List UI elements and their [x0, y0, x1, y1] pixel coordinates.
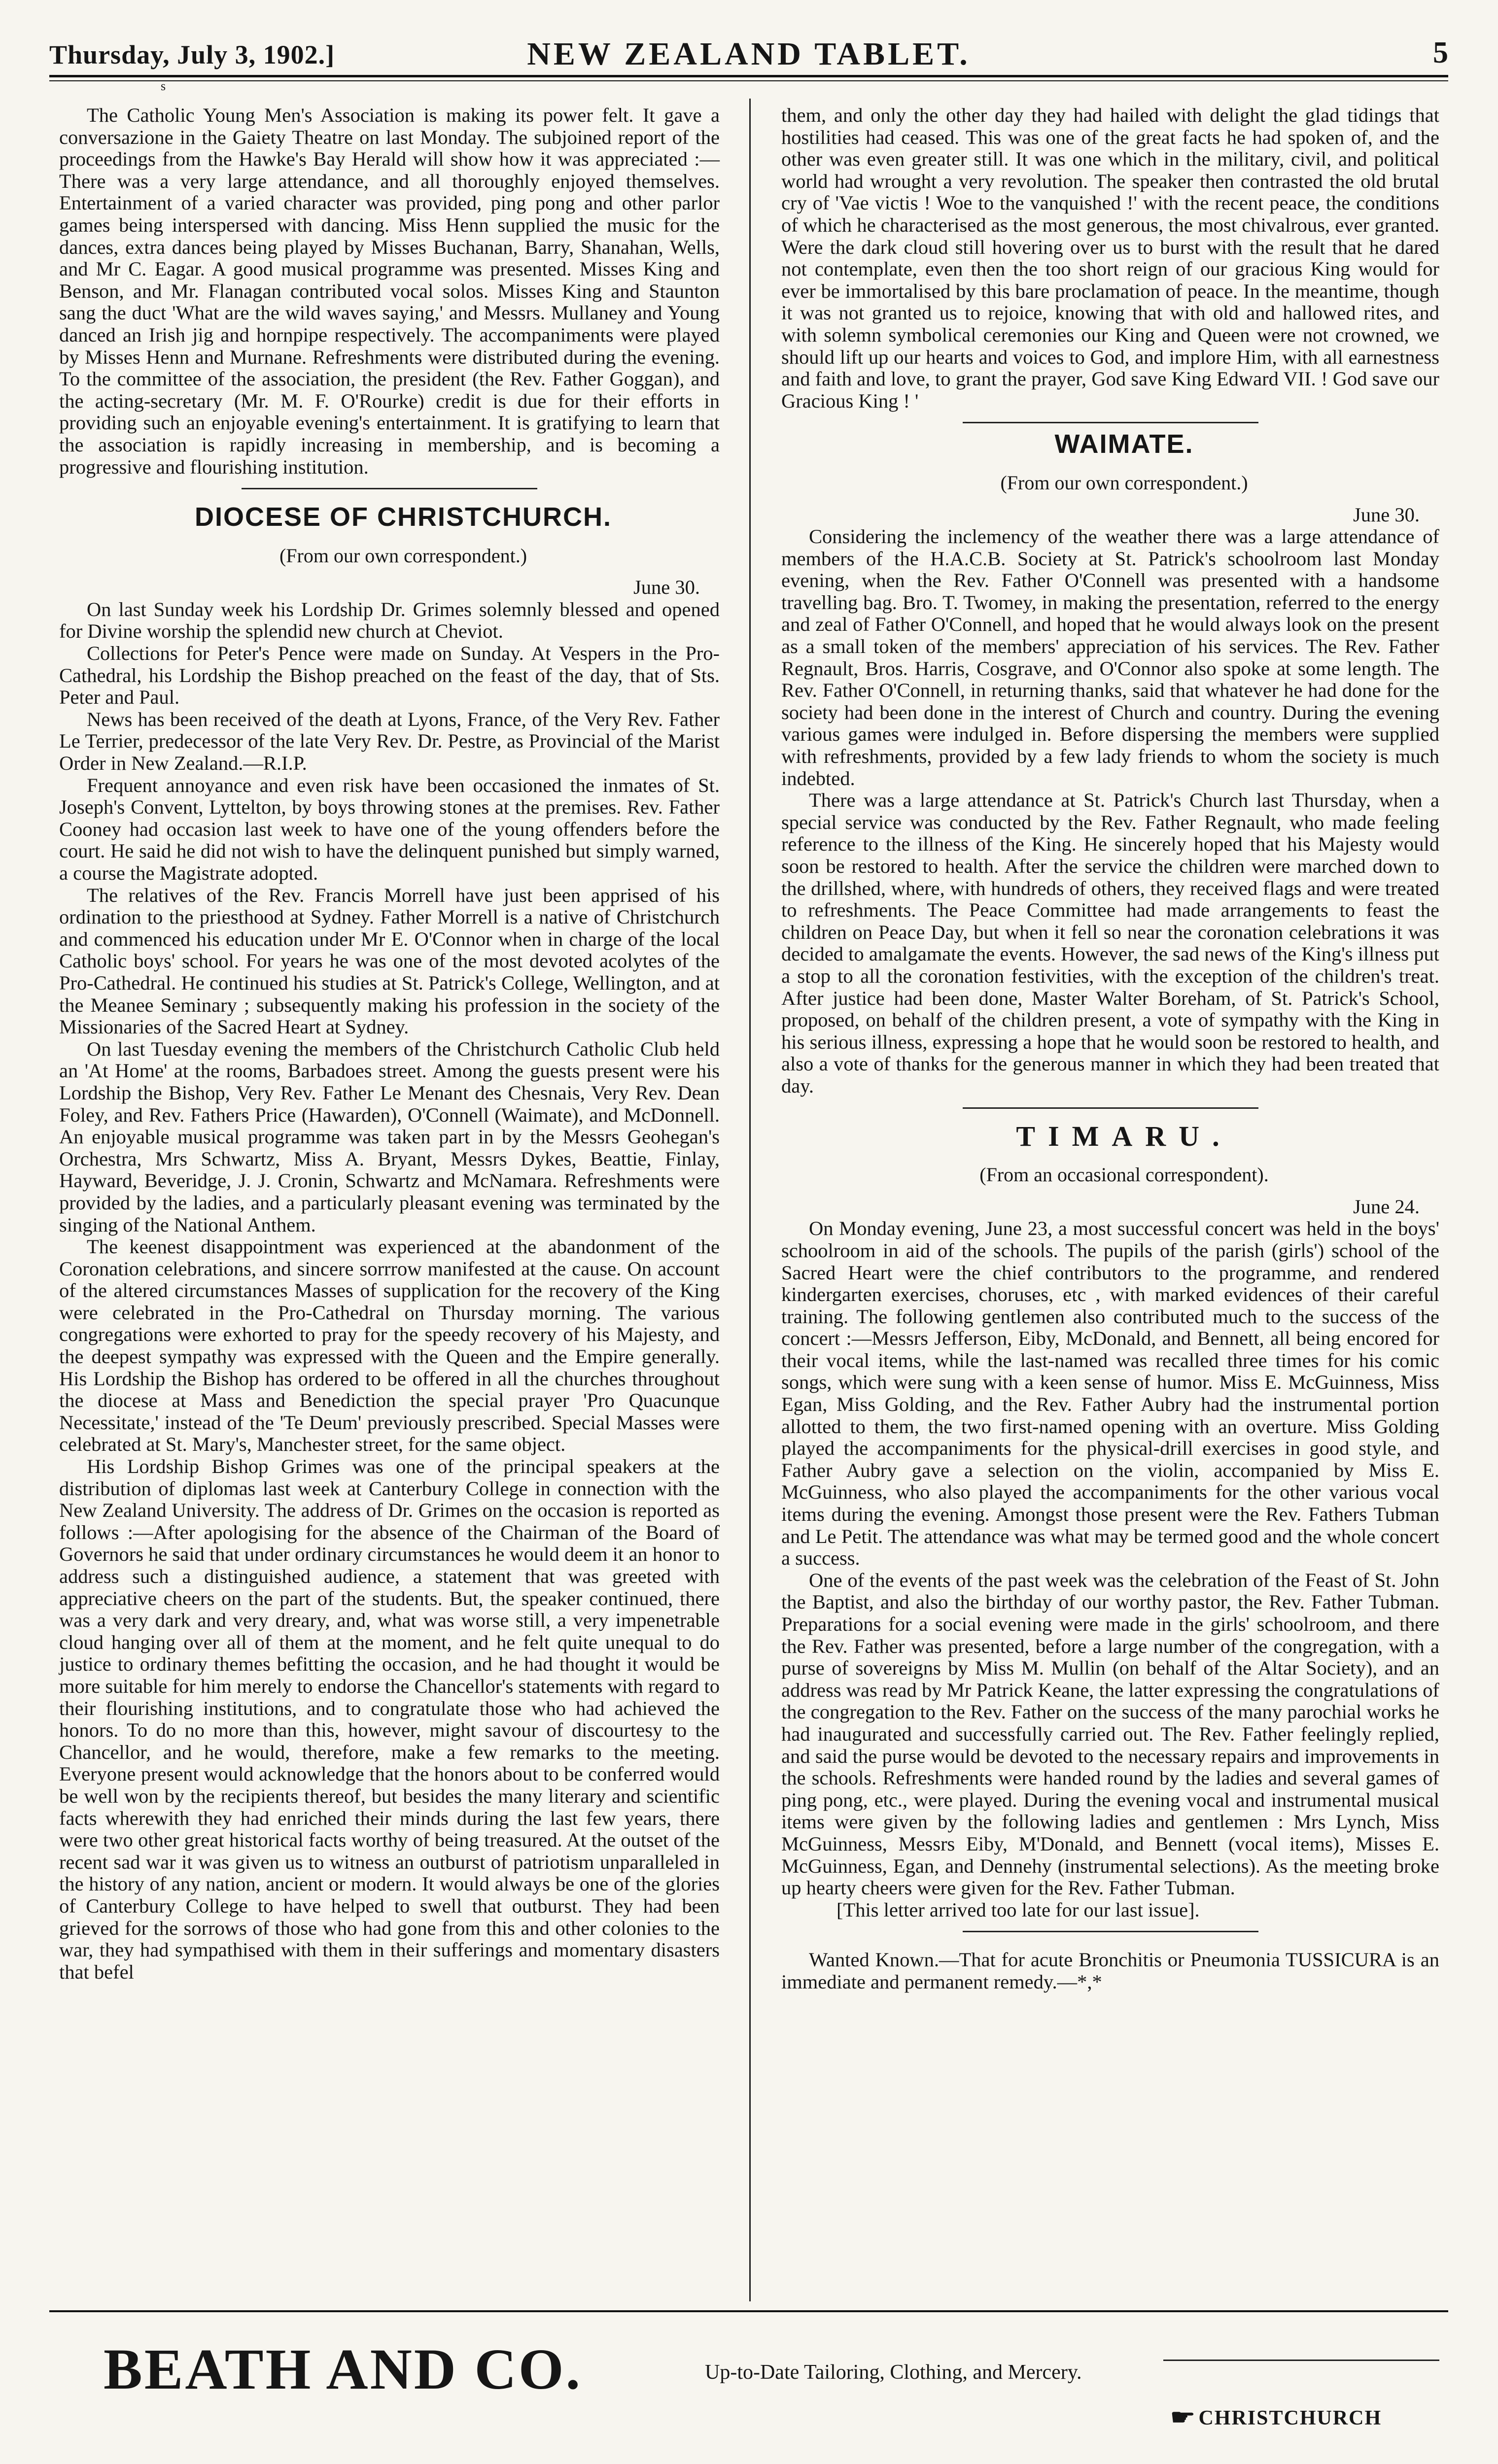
waimate-dateline: June 30. — [1353, 503, 1420, 526]
newspaper-title: NEW ZEALAND TABLET. — [527, 36, 971, 72]
waimate-paragraph: There was a large attendance at St. Patrick's Church last Thursday, when a special service was conducted by the Rev. Father Regnault, who made feeling reference to the illness of the King. He sincerely hoped that his Majesty would soon be restored to health. After the service the children were marched down to the drillshed, where, with hundreds of others, they received flags and were treated to refreshments. The Peace Committee had made arrangements to feast the children on Peace Day, but when it fell so near the coronation celebrations it was decided to amalgamate the events. However, the sad news of the King's illness put a stop to all the coronation festivities, with the exception of the children's treat. After justice had been done, Master Walter Boreham, of St. Patrick's School, proposed, on behalf of the children present, a vote of sympathy with the King in his serious illness, expressing a hope that he would soon be restored to health, and also a vote of thanks for the generous manner in which they had been treated that day. — [781, 789, 1439, 1097]
waimate-byline: (From our own correspondent.) — [1000, 471, 1248, 494]
masthead-mark: s — [161, 79, 166, 93]
christchurch-paragraph: On last Tuesday evening the members of the Christchurch Catholic Club held an 'At Home' at the rooms, Barbadoes street. Among the guests present were his Lordship the Bishop, Very Rev. Father Le Menant des Chesnais, Very Rev. Dean Foley, and Rev. Fathers Price (Hawarden), O'Connell (Waimate), and McDonnell. An enjoyable musical programme was taken part in by the Messrs Geohegan's Orchestra, Mrs Schwartz, Miss A. Bryant, Messrs Dykes, Beattie, Finlay, Hayward, Beveridge, J. J. Cronin, Schwartz and McNamara. Refreshments were provided by the ladies, and a particularly pleasant evening was terminated by the singing of the National Anthem. — [59, 1037, 720, 1236]
editor-note: [This letter arrived too late for our last issue]. — [836, 1898, 1200, 1921]
waimate-paragraph: Considering the inclemency of the weather there was a large attendance of members of the H.A.C.B. Society at St. Patrick's schoolroom last Monday evening, when the Rev. Father O'Connell was presented with a handsome travelling bag. Bro. T. Twomey, in making the presentation, referred to the energy and zeal of Father O'Connell, and hoped that he would always look on the present as a small token of the members' appreciation of his services. The Rev. Father Regnault, Bros. Harris, Cosgrave, and O'Connor also spoke at some length. The Rev. Father O'Connell, in returning thanks, said that whatever he had done for the society had been done in the interest of Church and country. During the evening various games were indulged in. Before dispersing the members were supplied with refreshments, provided by a few lady friends to whom the society is much indebted. — [781, 525, 1439, 789]
masthead-rule — [49, 75, 1448, 81]
right-column — [781, 104, 1439, 2189]
speech-continuation: them, and only the other day they had hailed with delight the glad tidings that hostilities had ceased. This was one of the great facts he had spoken of, and the other was even greater still. It was one which in the military, civil, and political world had wrought a very revolution. The speaker then contrasted the old brutal cry of 'Vae victis ! Woe to the vanquished !' with the recent peace, the conditions of which he characterised as the most generous, the most chivalrous, ever granted. Were the dark cloud still hovering over us to burst with the result that he dared not contemplate, even then the too short reign of our gracious King would for ever be immortalised by this bare proclamation of peace. In the meantime, though it was not granted us to rejoice, knowing that with old and hallowed rites, and with solemn symbolical ceremonies our King and Queen were not crowned, we should lift up our hearts and voices to God, and implore Him, with all earnestness and faith and love, to grant the prayer, God save King Edward VII. ! God save our Gracious King ! ' — [781, 104, 1439, 412]
christchurch-paragraph: The relatives of the Rev. Francis Morrell have just been apprised of his ordination to the priesthood at Sydney. Father Morrell is a native of Christchurch and commenced his education under Mr E. O'Connor when in charge of the local Catholic boys' school. For years he was one of the most devoted acolytes of the Pro-Cathedral. He continued his studies at St. Patrick's College, Wellington, and at the Meanee Seminary ; subsequently making his profession in the society of the Missionaries of the Sacred Heart at Sydney. — [59, 884, 720, 1038]
christchurch-paragraph: Frequent annoyance and even risk have been occasioned the inmates of St. Joseph's Convent, Lyttelton, by boys throwing stones at the premises. Rev. Father Cooney had occasion last week to have one of the young offenders before the court. He said he did not wish to have the delinquent punished but simply warned, a course the Magistrate adopted. — [59, 774, 720, 884]
christchurch-dateline: June 30. — [633, 576, 700, 599]
tussicura-advert: Wanted Known.—That for acute Bronchitis or Pneumonia TUSSICURA is an immediate and permanent remedy.—*,* — [781, 1949, 1439, 1993]
beath-location — [1170, 2405, 1382, 2430]
footer-rule — [49, 2310, 1448, 2312]
timaru-byline: (From an occasional correspondent). — [979, 1164, 1269, 1186]
christchurch-paragraph: Collections for Peter's Pence were made on Sunday. At Vespers in the Pro-Cathedral, his Lordship the Bishop preached on the feast of the day, that of Sts. Peter and Paul. — [59, 642, 720, 709]
timaru-dateline: June 24. — [1353, 1195, 1420, 1218]
masthead — [49, 25, 1448, 74]
christchurch-paragraph: His Lordship Bishop Grimes was one of the principal speakers at the distribution of diplomas last week at Canterbury College in connection with the New Zealand University. The address of Dr. Grimes on the occasion is reported as follows :—After apologising for the absence of the Chairman of the Board of Governors he said that under ordinary circumstances he would deem it an honor to address such a distinguished audience, a statement that was greeted with appreciative cheers on the part of the students. But, the speaker continued, there was a very dark and very dreary, and, what was worse still, a very impenetrable cloud hanging over all of them at the moment, and he felt quite unequal to do justice to ordinary themes befitting the occasion, and he had thought it would be more suitable for him merely to endorse the Chancellor's statements with regard to their flourishing institutions, and to congratulate those who had achieved the honors. To do no more than this, however, might savour of discourtesy to the Chancellor, and he would, therefore, make a few remarks to the meeting. Everyone present would acknowledge that the honors about to be conferred would be well won by the recipients thereof, but besides the many literary and scientific facts wherewith they had enriched their minds during the last few years, there were two other great historical facts worthy of being treasured. At the outset of the recent sad war it was given us to witness an outburst of patriotism unparalleled in the history of any nation, ancient or modern. It would always be one of the glories of Canterbury College to have helped to swell that outburst. They had been grieved for the sorrows of those who had gone from this and other colonies to the war, they had sympathised with them in their sufferings and momentary disasters that befel — [59, 1455, 720, 1983]
beath-brand: BEATH AND CO. — [104, 2337, 582, 2401]
timaru-paragraph: On Monday evening, June 23, a most successful concert was held in the boys' schoolroom in aid of the schools. The pupils of the parish (girls') school of the Sacred Heart were the chief contributors to the programme, and rendered kindergarten exercises, choruses, etc , with marked evidences of their careful training. The following gentlemen also contributed much to the success of the concert :—Messrs Jefferson, Eiby, McDonald, and Bennett, all being encored for their vocal items, while the last-named was recalled three times for his comic songs, which were sung with a keen sense of humor. Miss E. McGuinness, Miss Egan, Miss Golding, and the Rev. Father Aubry had the instrumental portion allotted to them, the two first-named opening with an overture. Miss Golding played the accompaniments for the physical-drill exercises in good style, and Father Aubry gave a selection on the violin, accompanied by Miss E. McGuinness, who also played the accompaniments for the other various vocal items during the evening. Amongst those present were the Rev. Fathers Tubman and Le Petit. The attendance was what may be termed good and the whole concert a success. — [781, 1217, 1439, 1570]
left-column — [59, 104, 720, 2288]
issue-date: Thursday, July 3, 1902.] — [49, 40, 335, 69]
beath-tagline: Up-to-Date Tailoring, Clothing, and Mercery. — [705, 2361, 1082, 2384]
christchurch-paragraph: On last Sunday week his Lordship Dr. Grimes solemnly blessed and opened for Divine worship the splendid new church at Cheviot. — [59, 598, 720, 643]
pointing-hand-icon: ☛ — [1170, 2405, 1197, 2430]
waimate-heading: WAIMATE. — [1054, 429, 1194, 459]
page-number: 5 — [1433, 36, 1448, 69]
christchurch-byline: (From our own correspondent.) — [279, 544, 527, 567]
christchurch-paragraph: News has been received of the death at Lyons, France, of the Very Rev. Father Le Terrier, predecessor of the late Very Rev. Dr. Pestre, as Provincial of the Marist Order in New Zealand.—R.I.P. — [59, 708, 720, 775]
christchurch-heading: DIOCESE OF CHRISTCHURCH. — [194, 502, 612, 532]
cyma-article: The Catholic Young Men's Association is making its power felt. It gave a conversazione in the Gaiety Theatre on last Monday. The subjoined report of the proceedings from the Hawke's Bay Herald will show how it was appreciated :—There was a very large attendance, and all thoroughly enjoyed themselves. Entertainment of a varied character was provided, ping pong and other parlor games being interspersed with dancing. Miss Henn supplied the music for the dances, extra dances being played by Misses Buchanan, Barry, Shanahan, Wells, and Mr C. Eagar. A good musical programme was presented. Misses King and Benson, and Mr. Flanagan contributed vocal solos. Misses King and Staunton sang the duct 'What are the wild waves saying,' and Messrs. Mullaney and Young danced an Irish jig and hornpipe respectively. The accompaniments were played by Misses Henn and Murnane. Refreshments were distributed during the evening. To the committee of the association, the president (the Rev. Father Goggan), and the acting-secretary (Mr. M. F. O'Rourke) credit is due for their efforts in providing such an enjoyable evening's entertainment. It is gratifying to learn that the association is rapidly increasing in membership, and is becoming a progressive and flourishing institution. — [59, 104, 720, 478]
city-name: CHRISTCHURCH — [1198, 2407, 1382, 2430]
tagline-rule — [1163, 2360, 1439, 2361]
timaru-paragraph: One of the events of the past week was the celebration of the Feast of St. John the Baptist, and also the birthday of our worthy pastor, the Rev. Father Tubman. Preparations for a social evening were made in the girls' schoolroom, and there the Rev. Father was presented, before a large number of the congregation, with a purse of sovereigns by Miss M. Mullin (on behalf of the Altar Society), and an address was read by Mr Patrick Keane, the latter expressing the congratulations of the congregation to the Rev. Father on the success of the many parochial works he had inaugurated and successfully carried out. The Rev. Father feelingly replied, and said the purse would be devoted to the necessary repairs and improvements in the schools. Refreshments were handed round by the ladies and several games of ping pong, etc., were played. During the evening vocal and instrumental musical items were given by the following ladies and gentlemen : Mrs Lynch, Miss McGuinness, Messrs Eiby, M'Donald, and Bennett (vocal items), Misses E. McGuinness, Egan, and Dennehy (instrumental selections). As the meeting broke up hearty cheers were given for the Rev. Father Tubman. — [781, 1569, 1439, 1899]
christchurch-paragraph: The keenest disappointment was experienced at the abandonment of the Coronation celebrations, and sincere sorrrow manifested at the cause. On account of the altered circumstances Masses of supplication for the recovery of the King were celebrated in the Pro-Cathedral on Thursday morning. The various congregations were exhorted to pray for the speedy recovery of his Majesty, and the deepest sympathy was expressed with the Queen and the Empire generally. His Lordship the Bishop has ordered to be offered in all the churches throughout the diocese at Mass and Benediction the special prayer 'Pro Quacunque Necessitate,' instead of the 'Te Deum' previously prescribed. Special Masses were celebrated at St. Mary's, Manchester street, for the same object. — [59, 1235, 720, 1456]
timaru-heading: TIMARU. — [1016, 1120, 1232, 1152]
column-divider — [749, 99, 751, 2301]
